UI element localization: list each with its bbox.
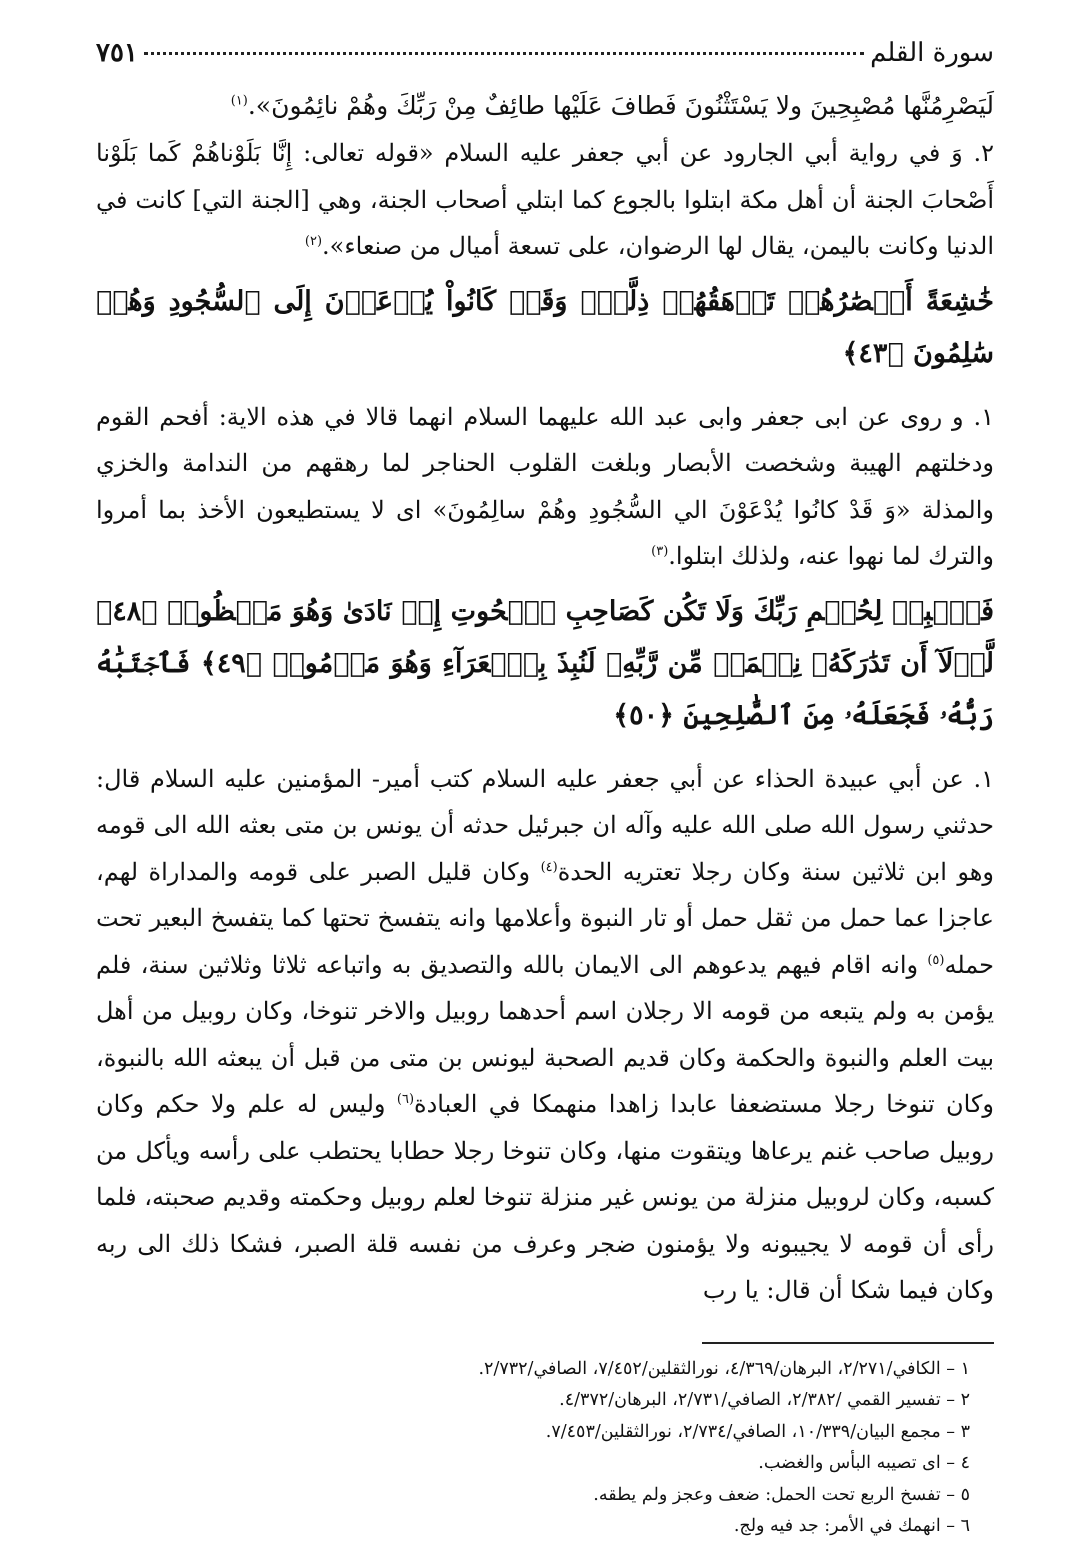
footnote-ref-6[interactable]: (٦) <box>396 1092 415 1107</box>
footnote-3: ٣ – مجمع البيان/١٠/٣٣٩، الصافي/٢/٧٣٤، نورالثقلين/٧/٤٥٣. <box>545 1421 970 1442</box>
header-leader-dots <box>144 52 864 55</box>
footnote-ref-2[interactable]: (٢) <box>304 234 323 249</box>
hadith-4-text-a: ١. عن أبي عبيدة الحذاء عن أبي جعفر عليه السلام كتب أمير- المؤمنين عليه السلام قال: حدثني رسول الله صلى الله عليه وآله ان جبرئيل حدثه أن يونس بن متى بعثه الله الى قومه وهو ابن ثلاثين سنة وكان رجلا تعتريه الحدة <box>96 764 994 886</box>
footnotes <box>96 1354 994 1543</box>
footnote-1: ١ – الكافي/٢/٢٧١، البرهان/٤/٣٦٩، نورالثقلين/٧/٤٥٢، الصافي/٢/٧٣٢. <box>478 1358 970 1379</box>
spacer <box>96 742 994 756</box>
verse-continuation-text: لَيَصْرِمُنَّها مُصْبِحِينَ ولا يَسْتَثْنُونَ فَطافَ عَلَيْها طائِفٌ مِنْ رَبِّكَ وهُمْ نائِمُونَ». <box>247 91 994 120</box>
footnote-ref-1[interactable]: (١) <box>230 93 248 109</box>
footnote-2: ٢ – تفسير القمي /٢/٣٨٢، الصافي/٢/٧٣١، البرهان/٤/٣٧٢. <box>559 1390 970 1410</box>
hadith-4-text-d: وليس له علم ولا حكم وكان روبيل صاحب غنم يرعاها ويتقوت منها، وكان تنوخا رجلا حطابا يحتطب على رأسه ويأكل من كسبه، وكان لروبيل منزلة من يونس غير منزلة تنوخا لعلم روبيل وحكمته وقديم صحبته، فلما رأى أن قومه لا يجيبونه ولا يؤمنون ضجر وعرف من نفسه قلة الصبر، فشكا ذلك الى ربه وكان فيما شكا أن قال: يا رب <box>96 1090 994 1304</box>
footnote-ref-3[interactable]: (٣) <box>651 544 669 559</box>
page-number: ٧٥١ <box>96 38 138 68</box>
hadith-3-text: ١. و روى عن ابى جعفر وابى عبد الله عليهما السلام انهما قالا في هذه الاية: أفحم القوم ودخلتهم الهيبة وشخصت الأبصار وبلغت القلوب الحناجر لما رهقهم من الندامة والخزي والمذلة «وَ قَدْ كانُوا يُدْعَوْنَ الي السُّجُودِ وهُمْ سالِمُونَ» اى لا يستطيعون الأخذ بما أمروا والترك لما نهوا عنه، ولذلك ابتلوا. <box>96 402 994 570</box>
footnote-6: ٦ – انهمك في الأمر: جد فيه ولج. <box>733 1516 970 1536</box>
footnote-5: ٥ – تفسخ الربع تحت الحمل: ضعف وعجز ولم يطقه. <box>593 1484 970 1505</box>
quran-verses-48-50: فَٱصۡبِرۡ لِحُكۡمِ رَبِّكَ وَلَا تَكُن كَصَاحِبِ ٱلۡحُوتِ إِذۡ نَادَىٰ وَهُوَ مَكۡظُومٞ ﴿٤٨﴾ لَّوۡلَآ أَن تَدَٰرَكَهُۥ نِعۡمَةٞ مِّن رَّبِّهِۦ لَنُبِذَ بِٱلۡعَرَآءِ وَهُوَ مَذۡمُومٞ ﴿٤٩﴾ فَٱجۡتَبَٰهُ رَبُّهُۥ فَجَعَلَهُۥ مِنَ ٱلصَّٰلِحِينَ ﴿٥٠﴾ <box>96 595 994 731</box>
footnote-4: ٤ – اى تصيبه البأس والغضب. <box>758 1453 970 1473</box>
verse-continuation <box>96 82 994 130</box>
page-header <box>96 38 994 82</box>
hadith-4-text-c: وانه اقام فيهم يدعوهم الى الايمان بالله والتصديق به واتباعه ثلاثا وثلاثين سنة، فلم يؤمن به ولم يتبعه من قومه الا رجلان اسم أحدهما روبيل والاخر تنوخا، وكان روبيل من أهل بيت العلم والنبوة والحكمة وكان قديم الصحبة ليونس بن متى من قبل أن يبعثه الله بالنبوة، وكان تنوخا رجلا مستضعفا عابدا زاهدا منهمكا في العبادة <box>96 950 994 1118</box>
hadith-4-text-b: وكان قليل الصبر على قومه والمداراة لهم، عاجزا عما حمل من ثقل حمل أو تار النبوة وأعلامها وانه يتفسخ تحتها كما يتفسخ البعير تحت حمله <box>96 857 994 979</box>
hadith-2-text: ٢. وَ في رواية أبي الجارود عن أبي جعفر عليه السلام «قوله تعالى: إِنَّا بَلَوْناهُمْ كَما بَلَوْنا أَصْحابَ الجنة أن أهل مكة ابتلوا بالجوع كما ابتلي أصحاب الجنة، وهي [الجنة التي] كانت في الدنيا وكانت باليمن، يقال لها الرضوان، على تسعة أميال من صنعاء». <box>96 139 994 260</box>
surah-title: سورة القلم <box>870 38 994 68</box>
quran-verse-43: خَٰشِعَةً أَبۡصَٰرُهُمۡ تَرۡهَقُهُمۡ ذِلَّةٞۖ وَقَدۡ كَانُواْ يُدۡعَوۡنَ إِلَى ٱلسُّجُودِ وَهُمۡ سَٰلِمُونَ ﴿٤٣﴾ <box>96 285 994 369</box>
footnote-ref-4[interactable]: (٤) <box>540 859 558 875</box>
hadith-paragraph-4 <box>96 756 994 1314</box>
hadith-paragraph-2 <box>96 130 994 270</box>
spacer <box>96 380 994 394</box>
footnote-separator <box>702 1342 994 1344</box>
book-page <box>96 38 994 1536</box>
hadith-paragraph-3 <box>96 394 994 580</box>
footnote-ref-5[interactable]: (٥) <box>927 952 945 968</box>
